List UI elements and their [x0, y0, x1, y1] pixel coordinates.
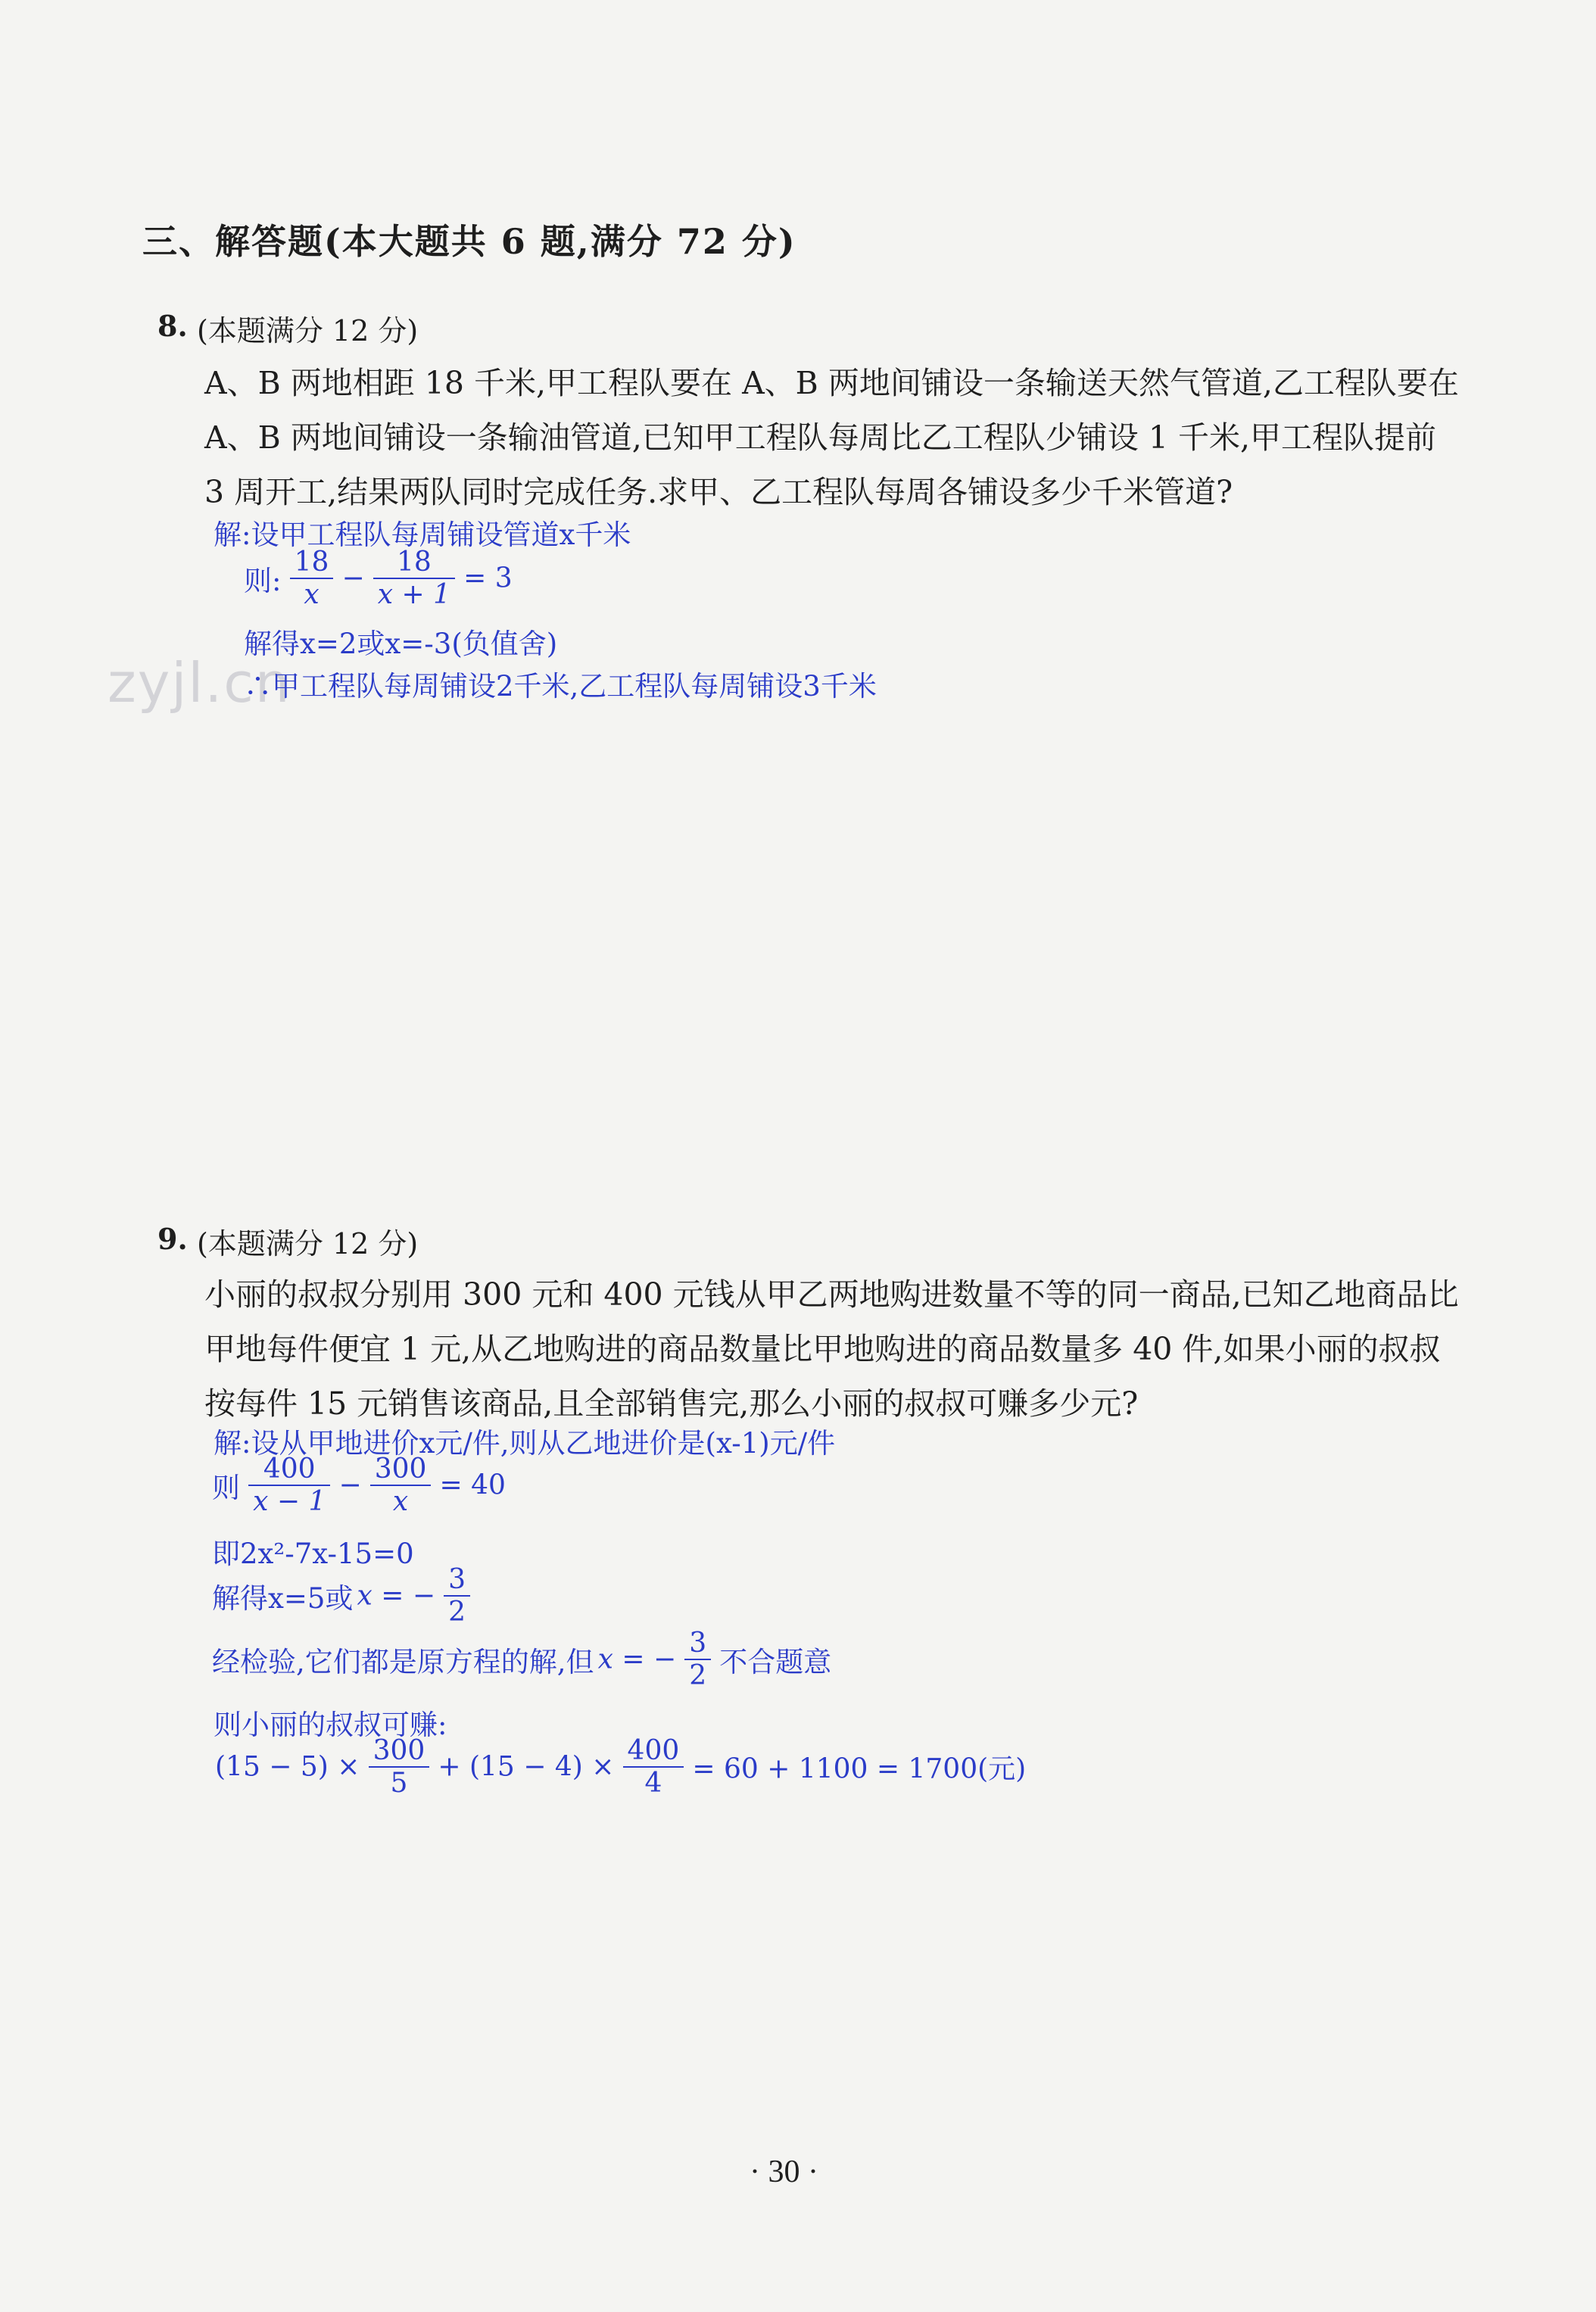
- q9-f6-num: 400: [627, 1735, 680, 1766]
- q9-f5-den: 5: [369, 1766, 430, 1799]
- q9-text: 小丽的叔叔分别用 300 元和 400 元钱从甲乙两地购进数量不等的同一商品,已知乙地商品比甲地每件便宜 1 元,从乙地购进的商品数量比甲地购进的商品数量多 40 件,如果小丽的叔叔按每件 15 元销售该商品,且全部销售完,那么小丽的叔叔可赚多少元?: [204, 1276, 1459, 1422]
- q9-solution-line3: 即2x²-7x-15=0: [212, 1538, 414, 1570]
- q8-number: 8.: [157, 309, 188, 343]
- q8-equation: [244, 547, 513, 610]
- q9-header: (本题满分 12 分): [197, 1227, 419, 1260]
- q9-minus: −: [338, 1469, 362, 1501]
- q9-f5-num: 300: [373, 1735, 425, 1766]
- q9-solution-line5: [212, 1628, 831, 1691]
- q8-frac1-num: 18: [294, 547, 329, 578]
- q9-line4-text: 解得x=5或: [212, 1582, 354, 1615]
- q9-solution-line6: 则小丽的叔叔可赚:: [214, 1709, 447, 1741]
- q9-calculation: [215, 1735, 1026, 1799]
- q9-f1-den: x − 1: [248, 1485, 330, 1517]
- q8-frac2-den: x + 1: [373, 578, 455, 610]
- q8-fraction-2: [373, 547, 455, 610]
- page-number: · 30 ·: [750, 2155, 818, 2189]
- q8-eq-rhs: = 3: [463, 562, 513, 594]
- q9-eq-rhs: = 40: [439, 1469, 506, 1501]
- q9-calc-a: (15 − 5) ×: [215, 1751, 360, 1783]
- q9-fraction-4: [684, 1628, 711, 1691]
- q8-minus: −: [341, 562, 365, 594]
- q9-f3-num: 3: [448, 1564, 466, 1595]
- q8-eq-prefix: 则:: [244, 565, 282, 597]
- q9-f3-den: 2: [444, 1595, 470, 1628]
- q9-fraction-6: [623, 1735, 684, 1799]
- q9-fraction-2: [370, 1454, 432, 1517]
- q9-calc-b: + (15 − 4) ×: [438, 1751, 615, 1783]
- q9-f4-den: 2: [684, 1659, 711, 1691]
- q9-f1-num: 400: [263, 1454, 316, 1485]
- q8-fraction-1: [290, 547, 334, 610]
- q9-f4-num: 3: [689, 1628, 707, 1659]
- q9-f2-num: 300: [374, 1454, 427, 1485]
- q9-fraction-3: [444, 1564, 470, 1628]
- q9-line5-math: x = −: [597, 1644, 677, 1675]
- q9-eq-prefix: 则: [212, 1472, 240, 1504]
- q8-solution-line4: ∴甲工程队每周铺设2千米,乙工程队每周铺设3千米: [244, 670, 877, 703]
- q8-text: A、B 两地相距 18 千米,甲工程队要在 A、B 两地间铺设一条输送天然气管道,乙工程队要在 A、B 两地间铺设一条输油管道,已知甲工程队每周比乙工程队少铺设 1 千米,甲工程队提前 3 周开工,结果两队同时完成任务.求甲、乙工程队每周各铺设多少千米管道?: [204, 365, 1459, 510]
- q9-line5-text-a: 经检验,它们都是原方程的解,但: [212, 1646, 594, 1678]
- q9-equation: [212, 1454, 506, 1517]
- q9-f6-den: 4: [623, 1766, 684, 1799]
- q9-line5-text-c: 不合题意: [719, 1646, 832, 1678]
- q9-solution-line1: 解:设从甲地进价x元/件,则从乙地进价是(x-1)元/件: [214, 1427, 836, 1460]
- q9-line4-math: x = −: [357, 1580, 436, 1612]
- q8-frac1-den: x: [290, 578, 334, 610]
- q8-solution-line1: 解:设甲工程队每周铺设管道x千米: [214, 519, 631, 551]
- q8-frac2-num: 18: [396, 547, 432, 578]
- q9-fraction-5: [369, 1735, 430, 1799]
- watermark: zyjl.cn: [108, 651, 291, 715]
- q9-fraction-1: [248, 1454, 330, 1517]
- q9-calc-c: = 60 + 1100 = 1700(元): [692, 1753, 1027, 1785]
- q8-solution-line3: 解得x=2或x=-3(负值舍): [244, 628, 558, 660]
- section-title: 三、解答题(本大题共 6 题,满分 72 分): [142, 221, 796, 262]
- q9-number: 9.: [157, 1222, 188, 1256]
- q9-solution-line4: [212, 1564, 475, 1628]
- q9-f2-den: x: [370, 1485, 432, 1517]
- q8-header: (本题满分 12 分): [197, 314, 419, 347]
